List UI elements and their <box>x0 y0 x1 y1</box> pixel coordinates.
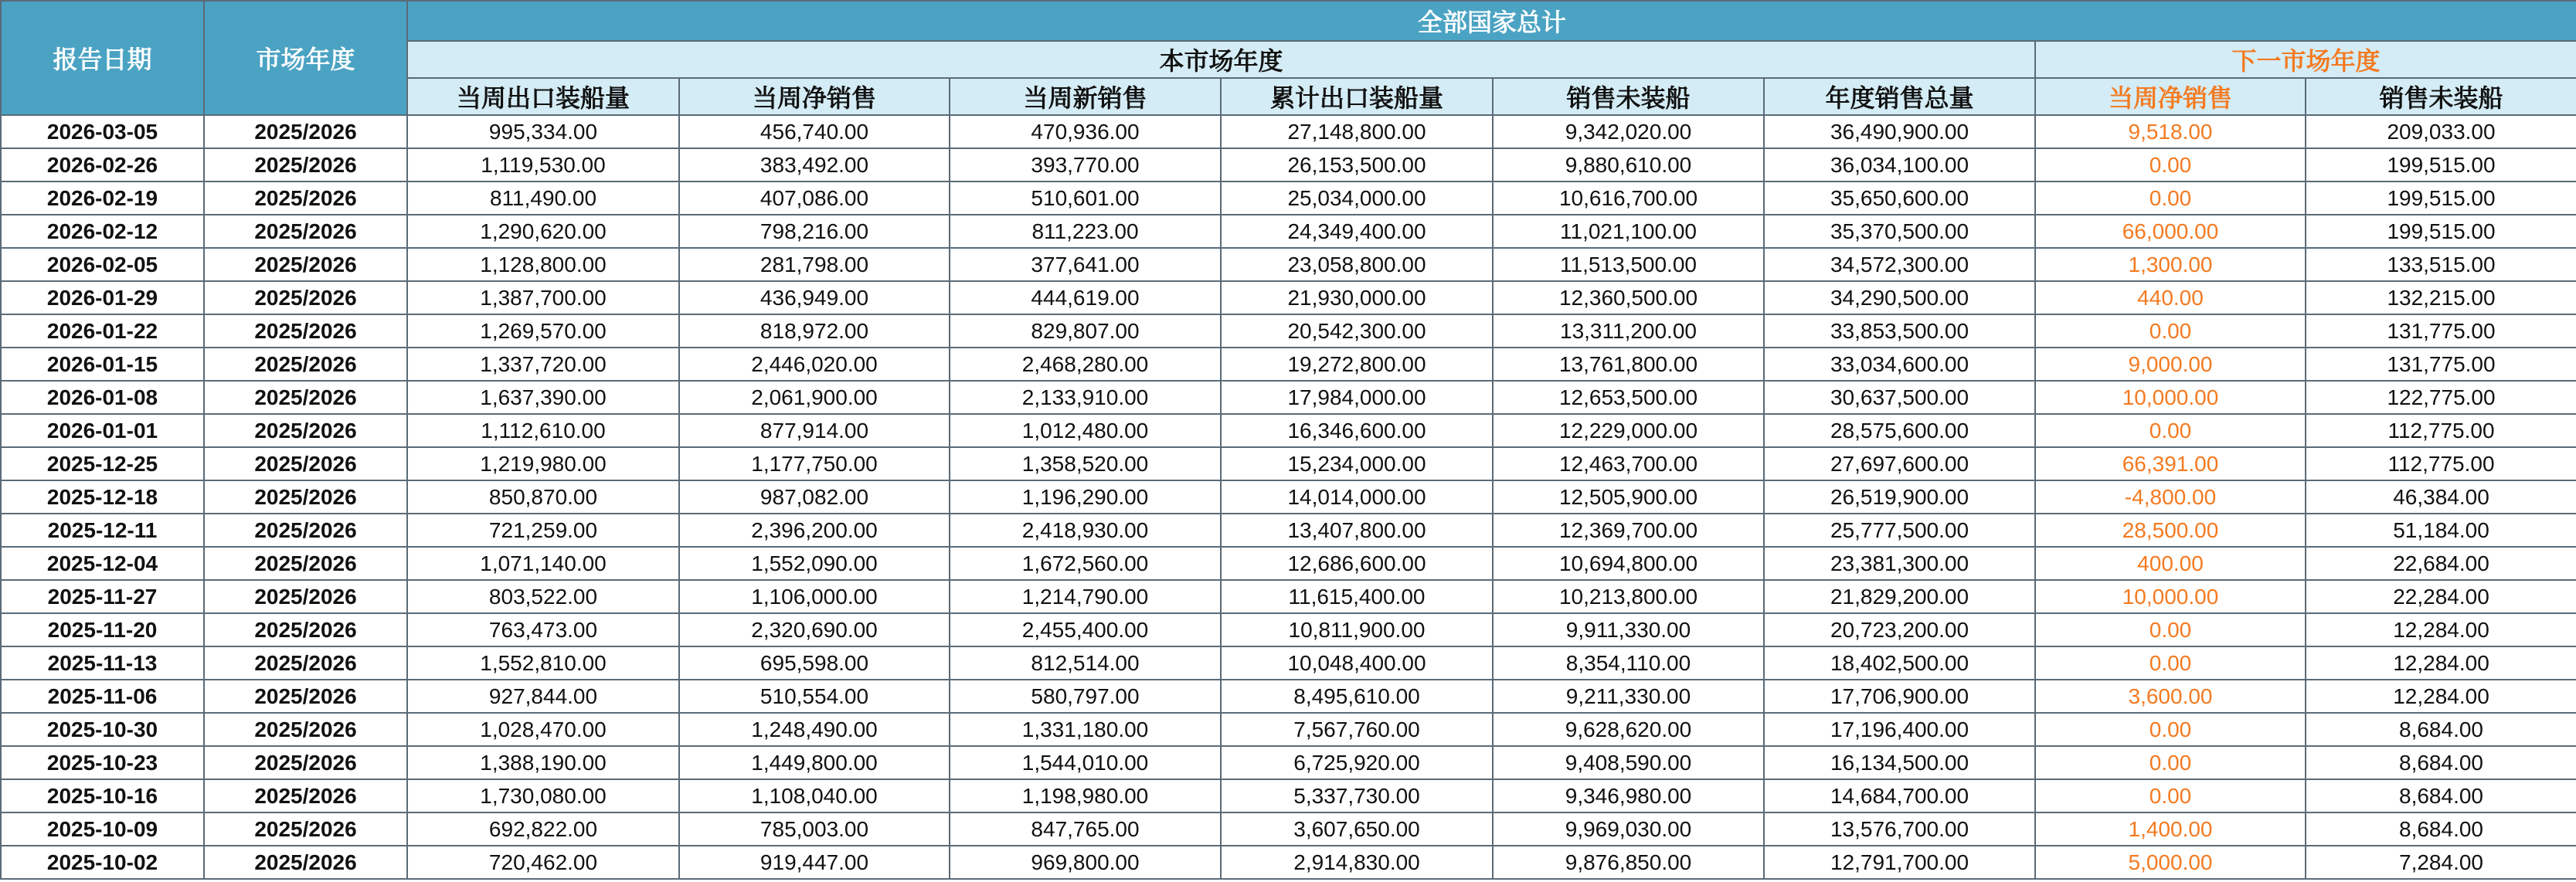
cell-outstanding-sales[interactable]: 9,342,020.00 <box>1493 115 1764 148</box>
cell-report-date[interactable]: 2026-01-15 <box>1 348 204 381</box>
cell-weekly-new-sales[interactable]: 510,601.00 <box>950 181 1221 215</box>
cell-next-weekly-net-sales[interactable]: 440.00 <box>2035 281 2306 314</box>
cell-weekly-net-sales[interactable]: 1,177,750.00 <box>679 447 950 480</box>
cell-report-date[interactable]: 2025-10-23 <box>1 746 204 779</box>
cell-next-outstanding-sales[interactable]: 131,775.00 <box>2306 348 2576 381</box>
cell-next-weekly-net-sales[interactable]: 0.00 <box>2035 314 2306 348</box>
cell-next-outstanding-sales[interactable]: 46,384.00 <box>2306 480 2576 514</box>
cell-weekly-new-sales[interactable]: 811,223.00 <box>950 215 1221 248</box>
cell-total-annual-sales[interactable]: 25,777,500.00 <box>1764 514 2035 547</box>
cell-next-weekly-net-sales[interactable]: 0.00 <box>2035 713 2306 746</box>
table-row[interactable] <box>1 646 2576 680</box>
cell-outstanding-sales[interactable]: 12,463,700.00 <box>1493 447 1764 480</box>
cell-next-outstanding-sales[interactable]: 8,684.00 <box>2306 746 2576 779</box>
cell-total-annual-sales[interactable]: 16,134,500.00 <box>1764 746 2035 779</box>
cell-weekly-new-sales[interactable]: 969,800.00 <box>950 846 1221 879</box>
cell-market-year[interactable]: 2025/2026 <box>204 680 407 713</box>
cell-market-year[interactable]: 2025/2026 <box>204 580 407 613</box>
cell-total-annual-sales[interactable]: 33,853,500.00 <box>1764 314 2035 348</box>
cell-outstanding-sales[interactable]: 9,911,330.00 <box>1493 613 1764 646</box>
cell-outstanding-sales[interactable]: 9,211,330.00 <box>1493 680 1764 713</box>
cell-next-outstanding-sales[interactable]: 132,215.00 <box>2306 281 2576 314</box>
cell-weekly-net-sales[interactable]: 1,248,490.00 <box>679 713 950 746</box>
cell-cumulative-export-shipments[interactable]: 8,495,610.00 <box>1221 680 1493 713</box>
cell-weekly-export-shipments[interactable]: 1,637,390.00 <box>407 381 679 414</box>
cell-weekly-export-shipments[interactable]: 1,128,800.00 <box>407 248 679 281</box>
cell-next-outstanding-sales[interactable]: 12,284.00 <box>2306 613 2576 646</box>
cell-weekly-new-sales[interactable]: 1,358,520.00 <box>950 447 1221 480</box>
cell-report-date[interactable]: 2026-02-19 <box>1 181 204 215</box>
cell-weekly-new-sales[interactable]: 1,672,560.00 <box>950 547 1221 580</box>
cell-outstanding-sales[interactable]: 9,346,980.00 <box>1493 779 1764 812</box>
cell-outstanding-sales[interactable]: 9,876,850.00 <box>1493 846 1764 879</box>
cell-weekly-export-shipments[interactable]: 811,490.00 <box>407 181 679 215</box>
cell-weekly-new-sales[interactable]: 2,455,400.00 <box>950 613 1221 646</box>
cell-next-weekly-net-sales[interactable]: 5,000.00 <box>2035 846 2306 879</box>
cell-market-year[interactable]: 2025/2026 <box>204 646 407 680</box>
cell-cumulative-export-shipments[interactable]: 10,811,900.00 <box>1221 613 1493 646</box>
cell-market-year[interactable]: 2025/2026 <box>204 746 407 779</box>
cell-report-date[interactable]: 2025-10-16 <box>1 779 204 812</box>
table-row[interactable] <box>1 414 2576 447</box>
cell-weekly-new-sales[interactable]: 470,936.00 <box>950 115 1221 148</box>
cell-report-date[interactable]: 2025-12-11 <box>1 514 204 547</box>
cell-total-annual-sales[interactable]: 20,723,200.00 <box>1764 613 2035 646</box>
cell-weekly-export-shipments[interactable]: 692,822.00 <box>407 812 679 846</box>
cell-cumulative-export-shipments[interactable]: 10,048,400.00 <box>1221 646 1493 680</box>
cell-total-annual-sales[interactable]: 27,697,600.00 <box>1764 447 2035 480</box>
cell-weekly-export-shipments[interactable]: 927,844.00 <box>407 680 679 713</box>
cell-weekly-new-sales[interactable]: 847,765.00 <box>950 812 1221 846</box>
cell-weekly-export-shipments[interactable]: 803,522.00 <box>407 580 679 613</box>
cell-weekly-new-sales[interactable]: 2,133,910.00 <box>950 381 1221 414</box>
cell-weekly-export-shipments[interactable]: 1,219,980.00 <box>407 447 679 480</box>
header-weekly-new-sales[interactable]: 当周新销售 <box>950 78 1221 115</box>
cell-weekly-export-shipments[interactable]: 1,112,610.00 <box>407 414 679 447</box>
cell-weekly-new-sales[interactable]: 1,544,010.00 <box>950 746 1221 779</box>
cell-report-date[interactable]: 2025-12-18 <box>1 480 204 514</box>
header-this-market-year: 本市场年度 <box>407 41 2035 78</box>
cell-market-year[interactable]: 2025/2026 <box>204 281 407 314</box>
cell-report-date[interactable]: 2025-10-09 <box>1 812 204 846</box>
cell-total-annual-sales[interactable]: 34,290,500.00 <box>1764 281 2035 314</box>
cell-total-annual-sales[interactable]: 30,637,500.00 <box>1764 381 2035 414</box>
cell-report-date[interactable]: 2025-10-02 <box>1 846 204 879</box>
cell-market-year[interactable]: 2025/2026 <box>204 846 407 879</box>
cell-next-weekly-net-sales[interactable]: 66,391.00 <box>2035 447 2306 480</box>
cell-market-year[interactable]: 2025/2026 <box>204 779 407 812</box>
table-row[interactable] <box>1 547 2576 580</box>
cell-market-year[interactable]: 2025/2026 <box>204 381 407 414</box>
cell-total-annual-sales[interactable]: 35,650,600.00 <box>1764 181 2035 215</box>
cell-cumulative-export-shipments[interactable]: 7,567,760.00 <box>1221 713 1493 746</box>
cell-next-weekly-net-sales[interactable]: 0.00 <box>2035 746 2306 779</box>
cell-weekly-net-sales[interactable]: 877,914.00 <box>679 414 950 447</box>
table-row[interactable] <box>1 746 2576 779</box>
cell-weekly-net-sales[interactable]: 2,320,690.00 <box>679 613 950 646</box>
cell-total-annual-sales[interactable]: 28,575,600.00 <box>1764 414 2035 447</box>
cell-market-year[interactable]: 2025/2026 <box>204 181 407 215</box>
cell-weekly-new-sales[interactable]: 1,331,180.00 <box>950 713 1221 746</box>
cell-market-year[interactable]: 2025/2026 <box>204 348 407 381</box>
cell-next-outstanding-sales[interactable]: 12,284.00 <box>2306 680 2576 713</box>
cell-report-date[interactable]: 2025-10-30 <box>1 713 204 746</box>
cell-next-outstanding-sales[interactable]: 122,775.00 <box>2306 381 2576 414</box>
table-row[interactable] <box>1 580 2576 613</box>
cell-weekly-net-sales[interactable]: 1,108,040.00 <box>679 779 950 812</box>
cell-weekly-new-sales[interactable]: 2,418,930.00 <box>950 514 1221 547</box>
cell-weekly-export-shipments[interactable]: 1,388,190.00 <box>407 746 679 779</box>
cell-weekly-new-sales[interactable]: 1,012,480.00 <box>950 414 1221 447</box>
cell-market-year[interactable]: 2025/2026 <box>204 713 407 746</box>
cell-weekly-new-sales[interactable]: 1,198,980.00 <box>950 779 1221 812</box>
cell-weekly-net-sales[interactable]: 818,972.00 <box>679 314 950 348</box>
cell-weekly-net-sales[interactable]: 2,446,020.00 <box>679 348 950 381</box>
cell-report-date[interactable]: 2025-11-20 <box>1 613 204 646</box>
cell-weekly-export-shipments[interactable]: 1,730,080.00 <box>407 779 679 812</box>
table-row[interactable] <box>1 381 2576 414</box>
table-body <box>1 115 2576 879</box>
cell-next-weekly-net-sales[interactable]: 9,000.00 <box>2035 348 2306 381</box>
cell-market-year[interactable]: 2025/2026 <box>204 115 407 148</box>
cell-total-annual-sales[interactable]: 35,370,500.00 <box>1764 215 2035 248</box>
cell-outstanding-sales[interactable]: 9,408,590.00 <box>1493 746 1764 779</box>
cell-weekly-net-sales[interactable]: 1,449,800.00 <box>679 746 950 779</box>
cell-next-outstanding-sales[interactable]: 112,775.00 <box>2306 414 2576 447</box>
table-row[interactable] <box>1 779 2576 812</box>
table-row[interactable] <box>1 846 2576 879</box>
header-next-market-year: 下一市场年度 <box>2035 41 2576 78</box>
table-row[interactable] <box>1 148 2576 181</box>
cell-cumulative-export-shipments[interactable]: 17,984,000.00 <box>1221 381 1493 414</box>
cell-total-annual-sales[interactable]: 36,490,900.00 <box>1764 115 2035 148</box>
table-row[interactable] <box>1 181 2576 215</box>
cell-weekly-new-sales[interactable]: 444,619.00 <box>950 281 1221 314</box>
table-row[interactable] <box>1 812 2576 846</box>
cell-weekly-export-shipments[interactable]: 1,290,620.00 <box>407 215 679 248</box>
cell-next-weekly-net-sales[interactable]: 0.00 <box>2035 646 2306 680</box>
cell-weekly-net-sales[interactable]: 987,082.00 <box>679 480 950 514</box>
cell-cumulative-export-shipments[interactable]: 2,914,830.00 <box>1221 846 1493 879</box>
cell-weekly-new-sales[interactable]: 1,214,790.00 <box>950 580 1221 613</box>
cell-weekly-net-sales[interactable]: 2,061,900.00 <box>679 381 950 414</box>
cell-total-annual-sales[interactable]: 23,381,300.00 <box>1764 547 2035 580</box>
cell-next-weekly-net-sales[interactable]: 0.00 <box>2035 779 2306 812</box>
cell-next-outstanding-sales[interactable]: 7,284.00 <box>2306 846 2576 879</box>
cell-market-year[interactable]: 2025/2026 <box>204 480 407 514</box>
cell-report-date[interactable]: 2026-02-05 <box>1 248 204 281</box>
cell-weekly-net-sales[interactable]: 919,447.00 <box>679 846 950 879</box>
cell-total-annual-sales[interactable]: 17,196,400.00 <box>1764 713 2035 746</box>
cell-weekly-export-shipments[interactable]: 1,337,720.00 <box>407 348 679 381</box>
cell-next-outstanding-sales[interactable]: 131,775.00 <box>2306 314 2576 348</box>
cell-cumulative-export-shipments[interactable]: 26,153,500.00 <box>1221 148 1493 181</box>
header-market-year[interactable]: 市场年度 <box>204 1 407 115</box>
cell-next-outstanding-sales[interactable]: 12,284.00 <box>2306 646 2576 680</box>
cell-report-date[interactable]: 2025-11-27 <box>1 580 204 613</box>
cell-cumulative-export-shipments[interactable]: 27,148,800.00 <box>1221 115 1493 148</box>
cell-weekly-net-sales[interactable]: 383,492.00 <box>679 148 950 181</box>
cell-weekly-new-sales[interactable]: 2,468,280.00 <box>950 348 1221 381</box>
cell-weekly-net-sales[interactable]: 281,798.00 <box>679 248 950 281</box>
cell-report-date[interactable]: 2025-12-25 <box>1 447 204 480</box>
cell-next-outstanding-sales[interactable]: 51,184.00 <box>2306 514 2576 547</box>
cell-cumulative-export-shipments[interactable]: 13,407,800.00 <box>1221 514 1493 547</box>
cell-next-weekly-net-sales[interactable]: -4,800.00 <box>2035 480 2306 514</box>
cell-weekly-export-shipments[interactable]: 1,071,140.00 <box>407 547 679 580</box>
cell-market-year[interactable]: 2025/2026 <box>204 812 407 846</box>
cell-next-weekly-net-sales[interactable]: 3,600.00 <box>2035 680 2306 713</box>
cell-market-year[interactable]: 2025/2026 <box>204 547 407 580</box>
cell-cumulative-export-shipments[interactable]: 20,542,300.00 <box>1221 314 1493 348</box>
cell-market-year[interactable]: 2025/2026 <box>204 248 407 281</box>
cell-market-year[interactable]: 2025/2026 <box>204 215 407 248</box>
cell-report-date[interactable]: 2026-03-05 <box>1 115 204 148</box>
cell-outstanding-sales[interactable]: 9,880,610.00 <box>1493 148 1764 181</box>
cell-weekly-export-shipments[interactable]: 720,462.00 <box>407 846 679 879</box>
table-row[interactable] <box>1 248 2576 281</box>
cell-outstanding-sales[interactable]: 12,653,500.00 <box>1493 381 1764 414</box>
cell-outstanding-sales[interactable]: 10,694,800.00 <box>1493 547 1764 580</box>
cell-next-weekly-net-sales[interactable]: 66,000.00 <box>2035 215 2306 248</box>
table-row[interactable] <box>1 314 2576 348</box>
cell-total-annual-sales[interactable]: 17,706,900.00 <box>1764 680 2035 713</box>
cell-weekly-export-shipments[interactable]: 850,870.00 <box>407 480 679 514</box>
cell-report-date[interactable]: 2026-01-08 <box>1 381 204 414</box>
table-row[interactable] <box>1 613 2576 646</box>
cell-report-date[interactable]: 2025-12-04 <box>1 547 204 580</box>
cell-next-weekly-net-sales[interactable]: 10,000.00 <box>2035 580 2306 613</box>
cell-cumulative-export-shipments[interactable]: 14,014,000.00 <box>1221 480 1493 514</box>
cell-total-annual-sales[interactable]: 36,034,100.00 <box>1764 148 2035 181</box>
cell-weekly-net-sales[interactable]: 695,598.00 <box>679 646 950 680</box>
cell-total-annual-sales[interactable]: 12,791,700.00 <box>1764 846 2035 879</box>
cell-weekly-net-sales[interactable]: 785,003.00 <box>679 812 950 846</box>
table-header <box>1 1 2576 115</box>
cell-weekly-export-shipments[interactable]: 1,552,810.00 <box>407 646 679 680</box>
header-cumulative-export-shipments[interactable]: 累计出口装船量 <box>1221 78 1493 115</box>
cell-weekly-net-sales[interactable]: 798,216.00 <box>679 215 950 248</box>
cell-cumulative-export-shipments[interactable]: 16,346,600.00 <box>1221 414 1493 447</box>
cell-cumulative-export-shipments[interactable]: 6,725,920.00 <box>1221 746 1493 779</box>
cell-next-weekly-net-sales[interactable]: 400.00 <box>2035 547 2306 580</box>
cell-weekly-export-shipments[interactable]: 1,269,570.00 <box>407 314 679 348</box>
cell-weekly-new-sales[interactable]: 377,641.00 <box>950 248 1221 281</box>
cell-total-annual-sales[interactable]: 18,402,500.00 <box>1764 646 2035 680</box>
cell-outstanding-sales[interactable]: 12,360,500.00 <box>1493 281 1764 314</box>
cell-weekly-export-shipments[interactable]: 995,334.00 <box>407 115 679 148</box>
table-row[interactable] <box>1 447 2576 480</box>
cell-outstanding-sales[interactable]: 10,213,800.00 <box>1493 580 1764 613</box>
cell-weekly-export-shipments[interactable]: 1,119,530.00 <box>407 148 679 181</box>
cell-cumulative-export-shipments[interactable]: 15,234,000.00 <box>1221 447 1493 480</box>
cell-cumulative-export-shipments[interactable]: 21,930,000.00 <box>1221 281 1493 314</box>
cell-cumulative-export-shipments[interactable]: 23,058,800.00 <box>1221 248 1493 281</box>
cell-next-outstanding-sales[interactable]: 133,515.00 <box>2306 248 2576 281</box>
cell-weekly-net-sales[interactable]: 456,740.00 <box>679 115 950 148</box>
cell-weekly-export-shipments[interactable]: 1,387,700.00 <box>407 281 679 314</box>
cell-weekly-new-sales[interactable]: 829,807.00 <box>950 314 1221 348</box>
cell-next-weekly-net-sales[interactable]: 0.00 <box>2035 148 2306 181</box>
header-next-outstanding-sales[interactable]: 销售未装船 <box>2306 78 2576 115</box>
cell-next-outstanding-sales[interactable]: 22,684.00 <box>2306 547 2576 580</box>
cell-weekly-net-sales[interactable]: 436,949.00 <box>679 281 950 314</box>
cell-next-weekly-net-sales[interactable]: 0.00 <box>2035 613 2306 646</box>
cell-total-annual-sales[interactable]: 33,034,600.00 <box>1764 348 2035 381</box>
cell-report-date[interactable]: 2026-01-22 <box>1 314 204 348</box>
header-outstanding-sales[interactable]: 销售未装船 <box>1493 78 1764 115</box>
cell-outstanding-sales[interactable]: 9,628,620.00 <box>1493 713 1764 746</box>
cell-weekly-new-sales[interactable]: 812,514.00 <box>950 646 1221 680</box>
cell-next-weekly-net-sales[interactable]: 0.00 <box>2035 181 2306 215</box>
cell-total-annual-sales[interactable]: 14,684,700.00 <box>1764 779 2035 812</box>
cell-next-outstanding-sales[interactable]: 8,684.00 <box>2306 779 2576 812</box>
cell-next-outstanding-sales[interactable]: 8,684.00 <box>2306 713 2576 746</box>
header-all-countries-total: 全部国家总计 <box>407 1 2576 41</box>
table-row[interactable] <box>1 713 2576 746</box>
cell-outstanding-sales[interactable]: 8,354,110.00 <box>1493 646 1764 680</box>
cell-market-year[interactable]: 2025/2026 <box>204 447 407 480</box>
cell-cumulative-export-shipments[interactable]: 5,337,730.00 <box>1221 779 1493 812</box>
cell-weekly-new-sales[interactable]: 393,770.00 <box>950 148 1221 181</box>
cell-report-date[interactable]: 2026-01-29 <box>1 281 204 314</box>
cell-weekly-export-shipments[interactable]: 721,259.00 <box>407 514 679 547</box>
table-row[interactable] <box>1 215 2576 248</box>
cell-cumulative-export-shipments[interactable]: 11,615,400.00 <box>1221 580 1493 613</box>
cell-market-year[interactable]: 2025/2026 <box>204 613 407 646</box>
cell-next-outstanding-sales[interactable]: 199,515.00 <box>2306 148 2576 181</box>
cell-weekly-new-sales[interactable]: 1,196,290.00 <box>950 480 1221 514</box>
cell-next-outstanding-sales[interactable]: 199,515.00 <box>2306 215 2576 248</box>
cell-total-annual-sales[interactable]: 26,519,900.00 <box>1764 480 2035 514</box>
cell-market-year[interactable]: 2025/2026 <box>204 314 407 348</box>
cell-outstanding-sales[interactable]: 12,369,700.00 <box>1493 514 1764 547</box>
cell-weekly-net-sales[interactable]: 1,552,090.00 <box>679 547 950 580</box>
cell-report-date[interactable]: 2025-11-13 <box>1 646 204 680</box>
cell-cumulative-export-shipments[interactable]: 19,272,800.00 <box>1221 348 1493 381</box>
cell-total-annual-sales[interactable]: 34,572,300.00 <box>1764 248 2035 281</box>
cell-next-weekly-net-sales[interactable]: 10,000.00 <box>2035 381 2306 414</box>
cell-next-outstanding-sales[interactable]: 112,775.00 <box>2306 447 2576 480</box>
cell-weekly-export-shipments[interactable]: 1,028,470.00 <box>407 713 679 746</box>
cell-outstanding-sales[interactable]: 13,761,800.00 <box>1493 348 1764 381</box>
cell-weekly-new-sales[interactable]: 580,797.00 <box>950 680 1221 713</box>
cell-next-weekly-net-sales[interactable]: 28,500.00 <box>2035 514 2306 547</box>
cell-report-date[interactable]: 2026-02-26 <box>1 148 204 181</box>
cell-cumulative-export-shipments[interactable]: 3,607,650.00 <box>1221 812 1493 846</box>
table-row[interactable] <box>1 115 2576 148</box>
cell-next-outstanding-sales[interactable]: 199,515.00 <box>2306 181 2576 215</box>
cell-cumulative-export-shipments[interactable]: 25,034,000.00 <box>1221 181 1493 215</box>
table-row[interactable] <box>1 514 2576 547</box>
table-row[interactable] <box>1 281 2576 314</box>
cell-outstanding-sales[interactable]: 10,616,700.00 <box>1493 181 1764 215</box>
cell-outstanding-sales[interactable]: 11,513,500.00 <box>1493 248 1764 281</box>
header-total-annual-sales[interactable]: 年度销售总量 <box>1764 78 2035 115</box>
cell-next-weekly-net-sales[interactable]: 1,400.00 <box>2035 812 2306 846</box>
table-row[interactable] <box>1 348 2576 381</box>
cell-cumulative-export-shipments[interactable]: 24,349,400.00 <box>1221 215 1493 248</box>
cell-outstanding-sales[interactable]: 11,021,100.00 <box>1493 215 1764 248</box>
cell-report-date[interactable]: 2026-01-01 <box>1 414 204 447</box>
cell-market-year[interactable]: 2025/2026 <box>204 148 407 181</box>
cell-outstanding-sales[interactable]: 12,505,900.00 <box>1493 480 1764 514</box>
header-weekly-net-sales[interactable]: 当周净销售 <box>679 78 950 115</box>
table-row[interactable] <box>1 680 2576 713</box>
cell-next-weekly-net-sales[interactable]: 0.00 <box>2035 414 2306 447</box>
cell-total-annual-sales[interactable]: 21,829,200.00 <box>1764 580 2035 613</box>
cell-next-weekly-net-sales[interactable]: 9,518.00 <box>2035 115 2306 148</box>
cell-weekly-net-sales[interactable]: 510,554.00 <box>679 680 950 713</box>
cell-weekly-net-sales[interactable]: 1,106,000.00 <box>679 580 950 613</box>
cell-weekly-net-sales[interactable]: 407,086.00 <box>679 181 950 215</box>
header-next-weekly-net-sales[interactable]: 当周净销售 <box>2035 78 2306 115</box>
cell-report-date[interactable]: 2026-02-12 <box>1 215 204 248</box>
cell-report-date[interactable]: 2025-11-06 <box>1 680 204 713</box>
cell-market-year[interactable]: 2025/2026 <box>204 414 407 447</box>
cell-next-weekly-net-sales[interactable]: 1,300.00 <box>2035 248 2306 281</box>
table-row[interactable] <box>1 480 2576 514</box>
cell-total-annual-sales[interactable]: 13,576,700.00 <box>1764 812 2035 846</box>
cell-next-outstanding-sales[interactable]: 22,284.00 <box>2306 580 2576 613</box>
header-weekly-export-shipments[interactable]: 当周出口装船量 <box>407 78 679 115</box>
cell-outstanding-sales[interactable]: 13,311,200.00 <box>1493 314 1764 348</box>
cell-outstanding-sales[interactable]: 9,969,030.00 <box>1493 812 1764 846</box>
cell-outstanding-sales[interactable]: 12,229,000.00 <box>1493 414 1764 447</box>
cell-market-year[interactable]: 2025/2026 <box>204 514 407 547</box>
cell-next-outstanding-sales[interactable]: 8,684.00 <box>2306 812 2576 846</box>
cell-weekly-export-shipments[interactable]: 763,473.00 <box>407 613 679 646</box>
header-report-date[interactable]: 报告日期 <box>1 1 204 115</box>
cell-cumulative-export-shipments[interactable]: 12,686,600.00 <box>1221 547 1493 580</box>
cell-weekly-net-sales[interactable]: 2,396,200.00 <box>679 514 950 547</box>
cell-next-outstanding-sales[interactable]: 209,033.00 <box>2306 115 2576 148</box>
